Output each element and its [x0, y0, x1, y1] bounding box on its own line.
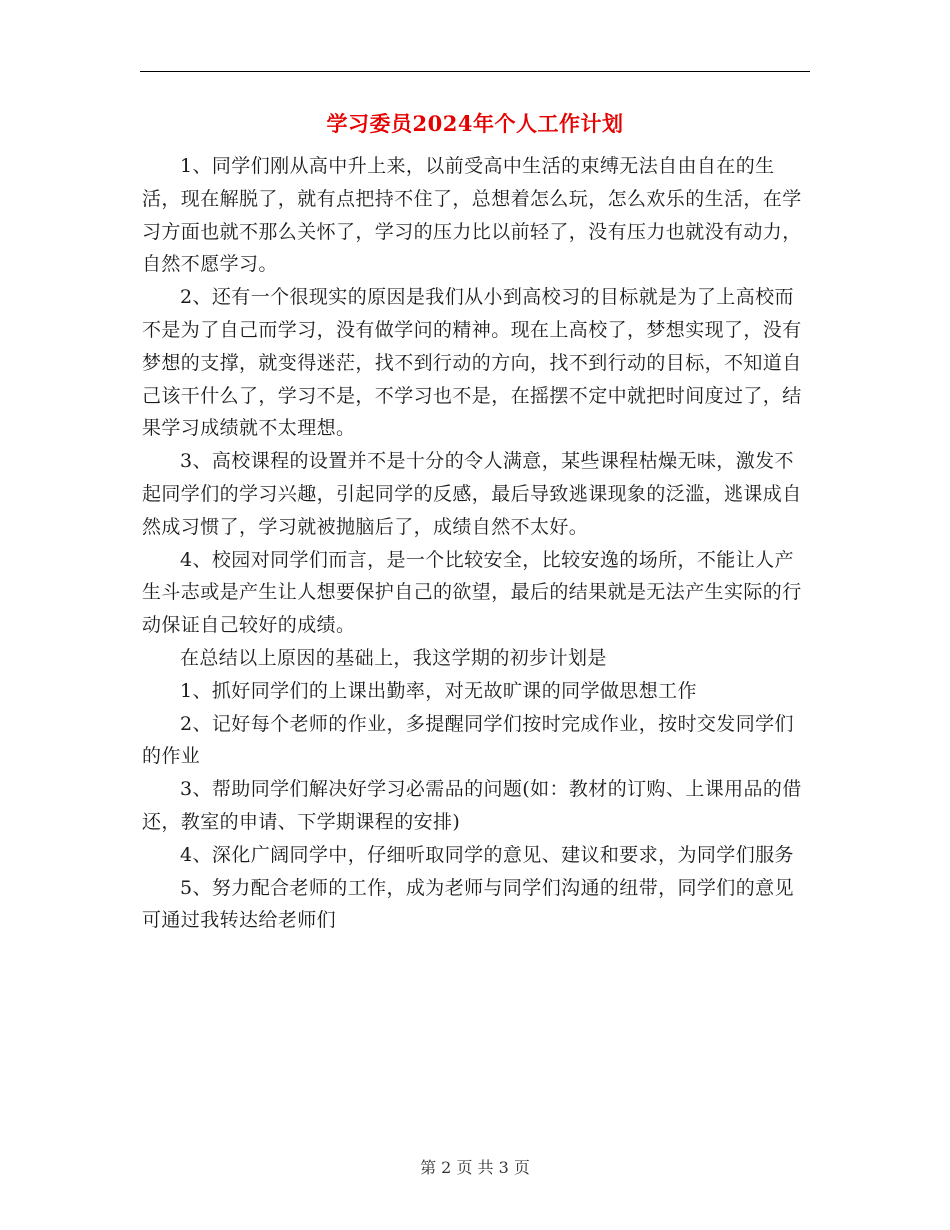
document-title: 学习委员2024年个人工作计划 [326, 111, 624, 136]
paragraph-plan-intro: 在总结以上原因的基础上，我这学期的初步计划是 [180, 646, 607, 669]
paragraph-reason-2: 2、还有一个很现实的原因是我们从小到高校习的目标就是为了上高校而不是为了自己而学习，没有做学问的精神。现在上高校了，梦想实现了，没有梦想的支撑，就变得迷茫，找不到行动的方向，找不到行动的目标，不知道自己该干什么了，学习不是，不学习也不是，在摇摆不定中就把时间度过了，结果学习成绩就不太理想。 [142, 286, 802, 440]
paragraph-reason-1: 1、同学们刚从高中升上来，以前受高中生活的束缚无法自由自在的生活，现在解脱了，就有点把持不住了，总想着怎么玩，怎么欢乐的生活，在学习方面也就不那么关怀了，学习的压力比以前轻了，没有压力也就没有动力，自然不愿学习。 [142, 155, 802, 276]
paragraph-plan-2: 2、记好每个老师的作业，多提醒同学们按时完成作业，按时交发同学们的作业 [142, 712, 794, 768]
paragraph-reason-3: 3、高校课程的设置并不是十分的令人满意，某些课程枯燥无味，激发不起同学们的学习兴趣，引起同学的反感，最后导致逃课现象的泛滥，逃课成自然成习惯了，学习就被抛脑后了，成绩自然不太好。 [142, 450, 802, 538]
paragraph-plan-3: 3、帮助同学们解决好学习必需品的问题(如：教材的订购、上课用品的借还，教室的申请、下学期课程的安排) [142, 778, 802, 833]
paragraph-plan-1: 1、抓好同学们的上课出勤率，对无故旷课的同学做思想工作 [180, 679, 697, 702]
header-rule [140, 71, 810, 72]
document-body [142, 150, 810, 937]
page-footer: 第 2 页 共 3 页 [420, 1158, 530, 1177]
paragraph-plan-5: 5、努力配合老师的工作，成为老师与同学们沟通的纽带，同学们的意见可通过我转达给老师们 [142, 876, 794, 932]
paragraph-plan-4: 4、深化广阔同学中，仔细听取同学的意见、建议和要求，为同学们服务 [180, 843, 794, 866]
paragraph-reason-4: 4、校园对同学们而言，是一个比较安全，比较安逸的场所，不能让人产生斗志或是产生让人想要保护自己的欲望，最后的结果就是无法产生实际的行动保证自己较好的成绩。 [142, 548, 802, 637]
